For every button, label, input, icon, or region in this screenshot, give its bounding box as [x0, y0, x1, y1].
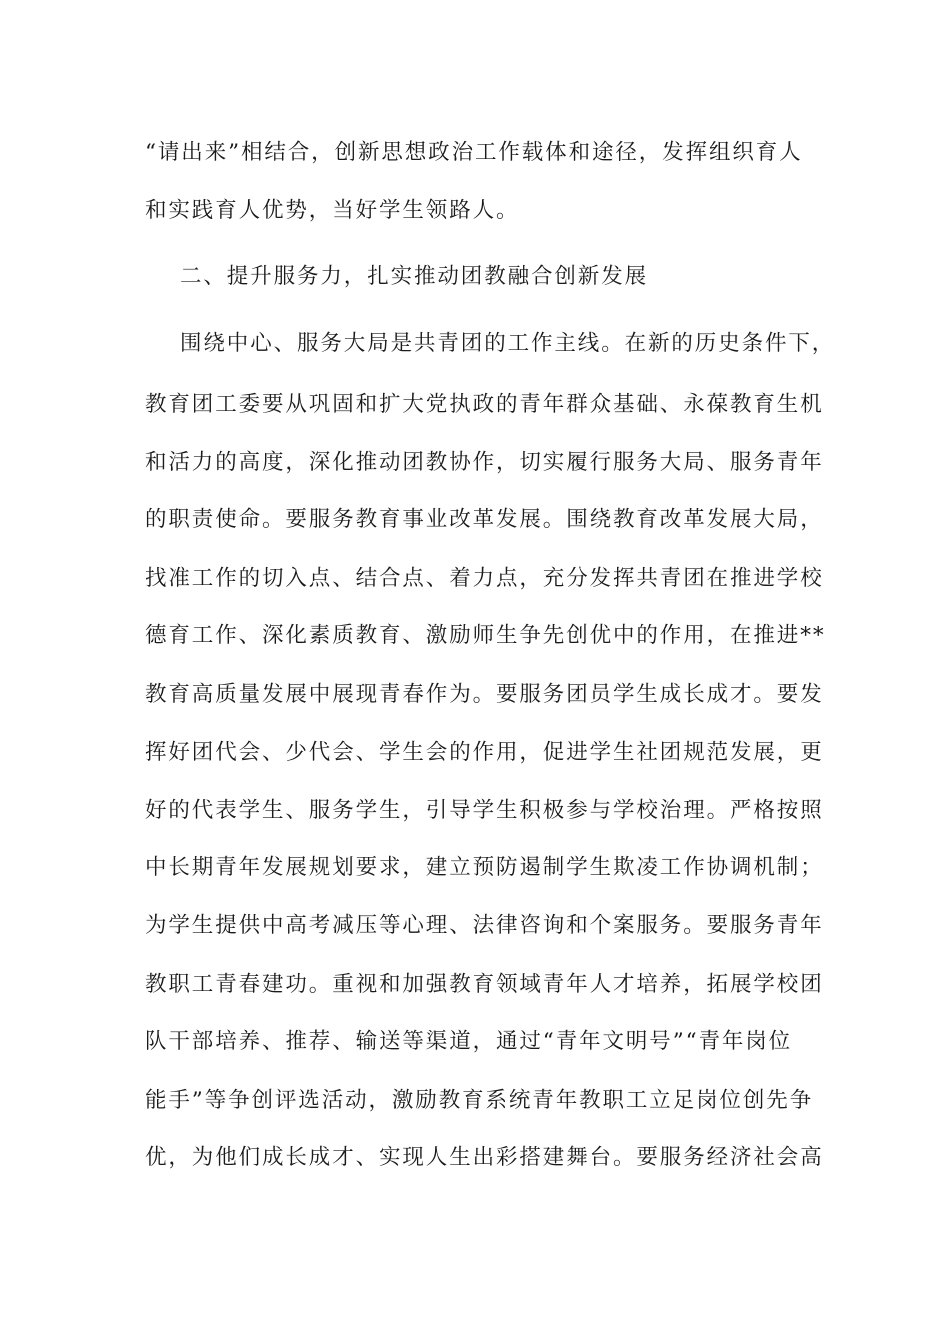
text-line: 教育高质量发展中展现青春作为。要服务团员学生成长成才。要发: [145, 682, 824, 707]
text-line: 和实践育人优势，当好学生领路人。: [145, 198, 520, 223]
text-line: 挥好团代会、少代会、学生会的作用，促进学生社团规范发展，更: [145, 740, 824, 765]
text-line: 教育团工委要从巩固和扩大党执政的青年群众基础、永葆教育生机: [145, 392, 824, 417]
text-line: 能手”等争创评选活动，激励教育系统青年教职工立足岗位创先争: [145, 1088, 814, 1113]
text-line: 的职责使命。要服务教育事业改革发展。围绕教育改革发展大局，: [145, 507, 824, 532]
text-line: 好的代表学生、服务学生，引导学生积极参与学校治理。严格按照: [145, 798, 824, 823]
text-line: 中长期青年发展规划要求，建立预防遏制学生欺凌工作协调机制；: [145, 855, 824, 880]
text-line: 德育工作、深化素质教育、激励师生争先创优中的作用，在推进**: [145, 623, 826, 648]
text-line: 为学生提供中高考减压等心理、法律咨询和个案服务。要服务青年: [145, 913, 824, 938]
section-heading: 二、提升服务力，扎实推动团教融合创新发展: [180, 264, 649, 289]
text-line: 围绕中心、服务大局是共青团的工作主线。在新的历史条件下，: [180, 331, 836, 356]
text-line: 找准工作的切入点、结合点、着力点，充分发挥共青团在推进学校: [145, 566, 824, 591]
text-line: 教职工青春建功。重视和加强教育领域青年人才培养，拓展学校团: [145, 972, 824, 997]
text-line: “请出来”相结合，创新思想政治工作载体和途径，发挥组织育人: [145, 140, 803, 165]
text-line: 和活力的高度，深化推动团教协作，切实履行服务大局、服务青年: [145, 450, 824, 475]
text-line: 队干部培养、推荐、输送等渠道，通过“青年文明号”“青年岗位: [145, 1029, 793, 1054]
text-line: 优，为他们成长成才、实现人生出彩搭建舞台。要服务经济社会高: [145, 1145, 824, 1170]
